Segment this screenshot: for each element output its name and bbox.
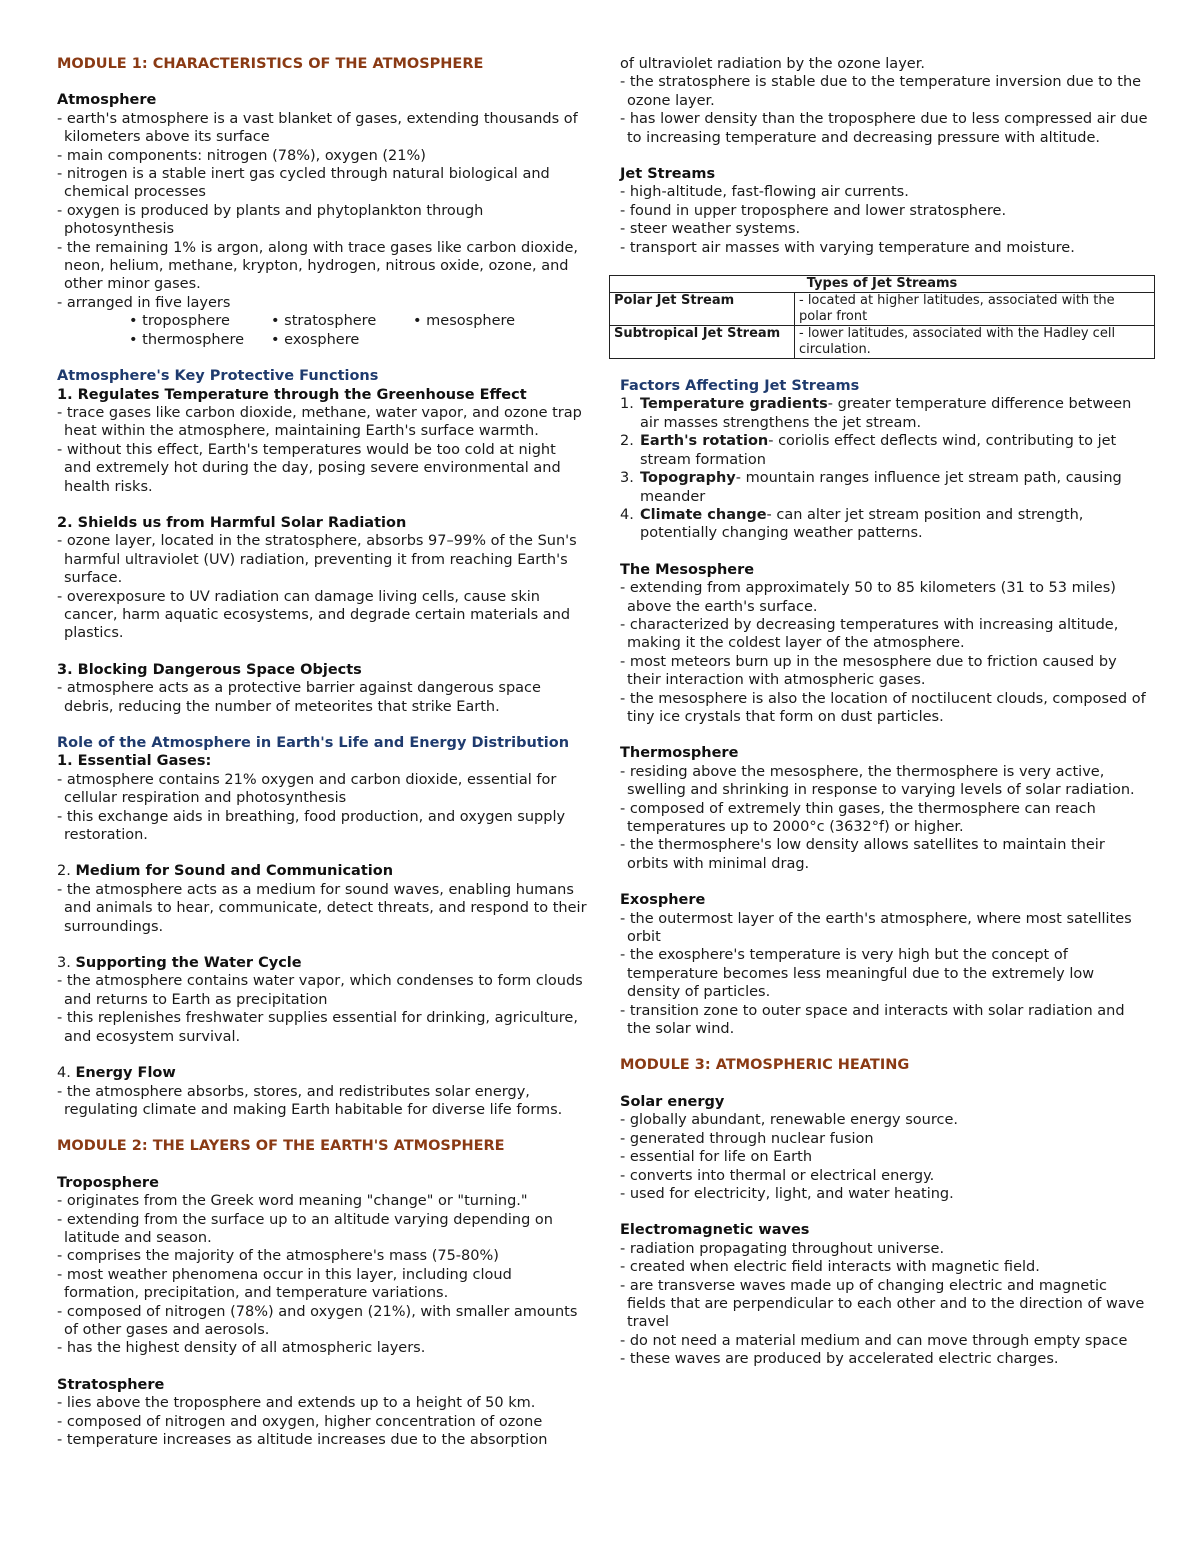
factor-num: 1. bbox=[620, 396, 634, 413]
bullet: - do not need a material medium and can move through empty space bbox=[620, 1332, 1128, 1349]
bullet: - nitrogen is a stable inert gas cycled through natural biological and chemical processes bbox=[57, 166, 550, 201]
jet-streams-heading: Jet Streams bbox=[620, 166, 716, 183]
bullet: - atmosphere contains 21% oxygen and carbon dioxide, essential for cellular respiration and photosynthesis bbox=[57, 771, 557, 807]
bullet: - ozone layer, located in the stratosphere, absorbs 97–99% of the Sun's harmful ultraviolet (UV) radiation, preventing it from reaching Earth's surface. bbox=[57, 533, 577, 587]
bullet: - radiation propagating throughout universe. bbox=[620, 1240, 945, 1257]
em-waves-heading: Electromagnetic waves bbox=[620, 1222, 810, 1239]
table-cell-desc: - located at higher latitudes, associated with the polar front bbox=[795, 293, 1155, 326]
protective-item-title: 1. Regulates Temperature through the Greenhouse Effect bbox=[57, 386, 527, 403]
bullet: - lies above the troposphere and extends up to a height of 50 km. bbox=[57, 1395, 536, 1412]
role-item-label: Supporting the Water Cycle bbox=[75, 955, 302, 972]
factor-term: Climate change bbox=[640, 506, 767, 523]
bullet: - extending from the surface up to an altitude varying depending on latitude and season. bbox=[57, 1211, 553, 1246]
jet-streams-table bbox=[609, 275, 1155, 359]
factor-num: 4. bbox=[620, 506, 634, 523]
factor-item bbox=[620, 469, 1150, 506]
layer-item: • thermosphere bbox=[129, 331, 245, 348]
bullet: - generated through nuclear fusion bbox=[620, 1130, 874, 1147]
factor-item bbox=[620, 432, 1150, 469]
bullet: - this replenishes freshwater supplies essential for drinking, agriculture, and ecosystem survival. bbox=[57, 1010, 578, 1045]
table-cell-name: Polar Jet Stream bbox=[610, 293, 795, 326]
bullet: - has lower density than the troposphere due to less compressed air due to increasing temperature and decreasing pressure with altitude. bbox=[620, 111, 1148, 146]
bullet: - are transverse waves made up of changing electric and magnetic fields that are perpendicular to each other and to the direction of wave travel bbox=[620, 1277, 1145, 1331]
factor-term: Earth's rotation bbox=[640, 433, 769, 450]
bullet: - atmosphere acts as a protective barrier against dangerous space debris, reducing the number of meteorites that strike Earth. bbox=[57, 680, 541, 715]
bullet: - trace gases like carbon dioxide, methane, water vapor, and ozone trap heat within the atmosphere, maintaining Earth's surface warmth. bbox=[57, 404, 582, 440]
factor-text: - coriolis effect deflects wind, contributing to jet stream formation bbox=[640, 433, 1117, 468]
layer-item: • exosphere bbox=[271, 331, 360, 348]
factor-num: 3. bbox=[620, 470, 634, 487]
factor-item bbox=[620, 506, 1150, 543]
bullet: - globally abundant, renewable energy source. bbox=[620, 1112, 959, 1129]
role-item-num: 3. bbox=[57, 955, 71, 972]
bullet: - the outermost layer of the earth's atmosphere, where most satellites orbit bbox=[620, 910, 1132, 946]
mesosphere-heading: The Mesosphere bbox=[620, 561, 755, 578]
factors-heading: Factors Affecting Jet Streams bbox=[620, 378, 860, 395]
bullet: - the mesosphere is also the location of noctilucent clouds, composed of tiny ice crystals that form on dust particles. bbox=[620, 690, 1146, 725]
stratosphere-heading: Stratosphere bbox=[57, 1376, 165, 1393]
layer-item: • troposphere bbox=[129, 313, 230, 330]
protective-item-title: 3. Blocking Dangerous Space Objects bbox=[57, 661, 362, 678]
role-item-num: 4. bbox=[57, 1065, 71, 1082]
bullet: - converts into thermal or electrical energy. bbox=[620, 1167, 935, 1184]
role-item-title: 1. Essential Gases: bbox=[57, 753, 212, 770]
bullet: - the stratosphere is stable due to the temperature inversion due to the ozone layer. bbox=[620, 74, 1142, 109]
layers-list bbox=[129, 312, 587, 349]
table-header-row bbox=[610, 276, 1155, 293]
bullet: - essential for life on Earth bbox=[620, 1149, 813, 1166]
solar-energy-heading: Solar energy bbox=[620, 1093, 725, 1110]
factor-text: - greater temperature difference between air masses strengthens the jet stream. bbox=[640, 396, 1132, 431]
bullet: - most weather phenomena occur in this layer, including cloud formation, precipitation, and temperature variations. bbox=[57, 1266, 512, 1302]
role-item-title bbox=[57, 862, 587, 880]
bullet: - transport air masses with varying temperature and moisture. bbox=[620, 239, 1075, 256]
bullet: - the remaining 1% is argon, along with trace gases like carbon dioxide, neon, helium, methane, krypton, hydrogen, nitrous oxide, ozone, and other minor gases. bbox=[57, 239, 579, 293]
factor-text: - mountain ranges influence jet stream path, causing meander bbox=[640, 470, 1122, 505]
bullet: - without this effect, Earth's temperatures would be too cold at night and extremely hot during the day, posing severe environmental and health risks. bbox=[57, 441, 561, 495]
role-item-title bbox=[57, 954, 587, 972]
bullet: - the atmosphere absorbs, stores, and redistributes solar energy, regulating climate and making Earth habitable for diverse life forms. bbox=[57, 1083, 563, 1118]
exosphere-heading: Exosphere bbox=[620, 892, 706, 909]
table-row bbox=[610, 326, 1155, 359]
bullet: - temperature increases as altitude increases due to the absorption bbox=[57, 1432, 548, 1448]
thermosphere-heading: Thermosphere bbox=[620, 745, 739, 762]
role-heading: Role of the Atmosphere in Earth's Life and Energy Distribution bbox=[57, 735, 570, 751]
bullet: - created when electric field interacts with magnetic field. bbox=[620, 1259, 1040, 1276]
bullet: - these waves are produced by accelerated electric charges. bbox=[620, 1351, 1059, 1368]
layer-item: • stratosphere bbox=[271, 313, 377, 330]
troposphere-heading: Troposphere bbox=[57, 1174, 159, 1191]
bullet: - characterized by decreasing temperatures with increasing altitude, making it the coldest layer of the atmosphere. bbox=[620, 616, 1119, 652]
bullet: - oxygen is produced by plants and phytoplankton through photosynthesis bbox=[57, 202, 484, 238]
bullet: - extending from approximately 50 to 85 kilometers (31 to 53 miles) above the earth's surface. bbox=[620, 580, 1116, 615]
factor-term: Topography bbox=[640, 470, 736, 487]
factor-term: Temperature gradients bbox=[640, 396, 828, 413]
table-cell-name: Subtropical Jet Stream bbox=[610, 326, 795, 359]
bullet: - originates from the Greek word meaning "change" or "turning." bbox=[57, 1193, 528, 1210]
bullet: - arranged in five layers bbox=[57, 294, 231, 311]
bullet: of ultraviolet radiation by the ozone layer. bbox=[620, 56, 925, 72]
bullet: - overexposure to UV radiation can damage living cells, cause skin cancer, harm aquatic ecosystems, and degrade certain materials and plastics. bbox=[57, 588, 571, 642]
bullet: - main components: nitrogen (78%), oxygen (21%) bbox=[57, 147, 426, 164]
protective-item-title: 2. Shields us from Harmful Solar Radiation bbox=[57, 514, 407, 531]
role-item-label: Medium for Sound and Communication bbox=[75, 863, 394, 880]
bullet: - steer weather systems. bbox=[620, 221, 801, 238]
bullet: - most meteors burn up in the mesosphere due to friction caused by their interaction with atmospheric gases. bbox=[620, 653, 1117, 689]
bullet: - has the highest density of all atmospheric layers. bbox=[57, 1340, 426, 1357]
bullet: - the atmosphere acts as a medium for sound waves, enabling humans and animals to hear, communicate, detect threats, and respond to their surroundings. bbox=[57, 881, 587, 935]
role-item-label: Energy Flow bbox=[75, 1065, 176, 1082]
atmosphere-heading: Atmosphere bbox=[57, 92, 157, 109]
table-row bbox=[610, 293, 1155, 326]
bullet: - composed of nitrogen and oxygen, higher concentration of ozone bbox=[57, 1413, 543, 1430]
bullet: - the atmosphere contains water vapor, which condenses to form clouds and returns to Earth as precipitation bbox=[57, 973, 583, 1008]
bullet: - transition zone to outer space and interacts with solar radiation and the solar wind. bbox=[620, 1002, 1125, 1038]
factor-num: 2. bbox=[620, 433, 634, 450]
layer-item: • mesosphere bbox=[413, 313, 516, 330]
bullet: - earth's atmosphere is a vast blanket of gases, extending thousands of kilometers above its surface bbox=[57, 110, 578, 146]
bullet: - used for electricity, light, and water heating. bbox=[620, 1185, 954, 1202]
module2-title: MODULE 2: THE LAYERS OF THE EARTH'S ATMOSPHERE bbox=[57, 1138, 505, 1155]
role-item-num: 2. bbox=[57, 863, 71, 880]
table-cell-desc: - lower latitudes, associated with the Hadley cell circulation. bbox=[795, 326, 1155, 359]
bullet: - high-altitude, fast-flowing air currents. bbox=[620, 184, 909, 201]
bullet: - composed of extremely thin gases, the thermosphere can reach temperatures up to 2000°c (3632°f) or higher. bbox=[620, 800, 1096, 835]
module1-title: MODULE 1: CHARACTERISTICS OF THE ATMOSPHERE bbox=[57, 56, 484, 72]
bullet: - the exosphere's temperature is very high but the concept of temperature becomes less meaningful due to the extremely low density of particles. bbox=[620, 947, 1095, 1001]
bullet: - composed of nitrogen (78%) and oxygen (21%), with smaller amounts of other gases and aerosols. bbox=[57, 1303, 578, 1338]
protective-heading: Atmosphere's Key Protective Functions bbox=[57, 368, 379, 385]
bullet: - residing above the mesosphere, the thermosphere is very active, swelling and shrinking in response to varying levels of solar radiation. bbox=[620, 763, 1135, 799]
bullet: - comprises the majority of the atmosphere's mass (75-80%) bbox=[57, 1248, 499, 1265]
module3-title: MODULE 3: ATMOSPHERIC HEATING bbox=[620, 1057, 910, 1074]
right-column bbox=[614, 55, 1150, 1369]
table-caption: Types of Jet Streams bbox=[610, 276, 1155, 293]
factor-text: - can alter jet stream position and strength, potentially changing weather patterns. bbox=[640, 506, 1084, 542]
bullet: - this exchange aids in breathing, food production, and oxygen supply restoration. bbox=[57, 808, 566, 844]
left-column bbox=[57, 55, 587, 1449]
factor-item bbox=[620, 395, 1150, 432]
bullet: - found in upper troposphere and lower stratosphere. bbox=[620, 202, 1007, 219]
bullet: - the thermosphere's low density allows satellites to maintain their orbits with minimal drag. bbox=[620, 837, 1105, 872]
role-item-title bbox=[57, 1064, 587, 1082]
